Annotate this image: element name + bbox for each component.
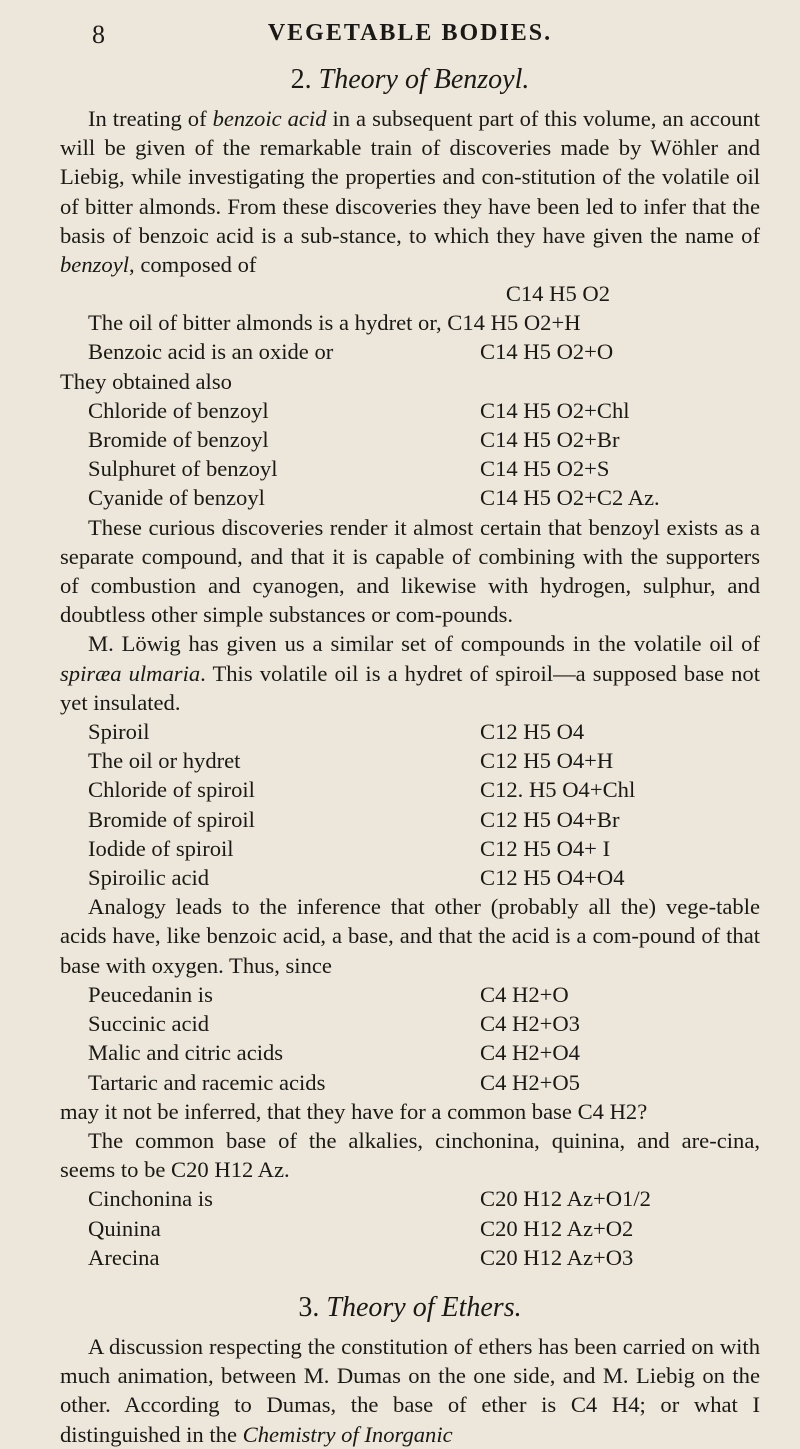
alkalies-list: [60, 1184, 760, 1272]
table-row: Cinchonina is C20 H12 Az+O1/2: [88, 1186, 651, 1212]
paragraph-common-base: may it not be inferred, that they have for a common base C4 H2?: [60, 1098, 648, 1124]
paragraph-ethers: A discussion respecting the constitution of ethers has been carried on with much animation, between M. Dumas on the one side, and M. Liebig on the other. According to Dumas, the base of ether is C4 H4; or what I distinguished in the Chemistry of Inorganic: [60, 1333, 760, 1447]
table-row: Chloride of benzoyl C14 H5 O2+Chl: [88, 397, 630, 423]
paragraph-lowig: M. Löwig has given us a similar set of compounds in the volatile oil of spiræa ulmaria. This volatile oil is a hydret of spiroil—a supposed base not yet insulated.: [60, 631, 760, 715]
table-row: Spiroil C12 H5 O4: [88, 719, 585, 745]
table-row: Malic and citric acids C4 H2+O4: [88, 1040, 580, 1066]
table-row: Quinina C20 H12 Az+O2: [88, 1215, 634, 1241]
paragraph-discoveries: These curious discoveries render it almost certain that benzoyl exists as a separate compound, and that it is capable of combining with the supporters of combustion and cyanogen, and likewise with hydrogen, sulphur, and doubtless other simple substances or com-pounds.: [60, 514, 760, 628]
table-row: Tartaric and racemic acids C4 H2+O5: [88, 1069, 580, 1095]
vegetable-acids-list: [60, 980, 760, 1097]
paragraph-benzoic: In treating of benzoic acid in a subsequent part of this volume, an account will be given of the remarkable train of discoveries made by Wöhler and Liebig, while investigating the properties and con-stitution of the volatile oil of bitter almonds. From these discoveries they have been led to infer that the basis of benzoic acid is a sub-stance, to which they have given the name of benzoyl, composed of: [60, 106, 760, 278]
section-title-ethers: 3. Theory of Ethers.: [298, 1291, 522, 1323]
line-obtained-also: They obtained also: [60, 368, 232, 394]
table-row: The oil or hydret C12 H5 O4+H: [88, 748, 614, 774]
table-row: Succinic acid C4 H2+O3: [88, 1011, 580, 1037]
table-row: Chloride of spiroil C12. H5 O4+Chl: [88, 777, 636, 803]
table-row: Cyanide of benzoyl C14 H5 O2+C2 Az.: [88, 485, 660, 511]
section-title-benzoyl: 2. Theory of Benzoyl.: [290, 64, 530, 95]
table-row: Peucedanin is C4 H2+O: [88, 981, 569, 1007]
spiroil-compounds-list: [60, 717, 760, 892]
paragraph-alkalies: The common base of the alkalies, cinchonina, quinina, and are-cina, seems to be C20 H12 Az.: [60, 1127, 760, 1183]
table-row: Iodide of spiroil C12 H5 O4+ I: [88, 835, 611, 861]
page-number: 8: [92, 20, 105, 49]
table-row: Arecina C20 H12 Az+O3: [88, 1244, 634, 1270]
table-row: Spiroilic acid C12 H5 O4+O4: [88, 865, 625, 891]
table-row: Sulphuret of benzoyl C14 H5 O2+S: [88, 456, 610, 482]
table-row: Bromide of spiroil C12 H5 O4+Br: [88, 806, 620, 832]
running-head: [60, 14, 760, 49]
formula-benzoyl: C14 H5 O2: [505, 281, 610, 307]
line-oil-bitter-almonds: The oil of bitter almonds is a hydret or, C14 H5 O2+H: [88, 310, 581, 336]
benzoyl-compounds-list: [60, 396, 760, 513]
row-benzoic-acid: Benzoic acid is an oxide or C14 H5 O2+O: [88, 339, 614, 365]
running-title: VEGETABLE BODIES.: [267, 20, 553, 46]
paragraph-analogy: Analogy leads to the inference that other (probably all the) vege-table acids have, like benzoic acid, a base, and that the acid is a com-pound of that base with oxygen. Thus, since: [60, 894, 760, 978]
table-row: Bromide of benzoyl C14 H5 O2+Br: [88, 427, 620, 453]
